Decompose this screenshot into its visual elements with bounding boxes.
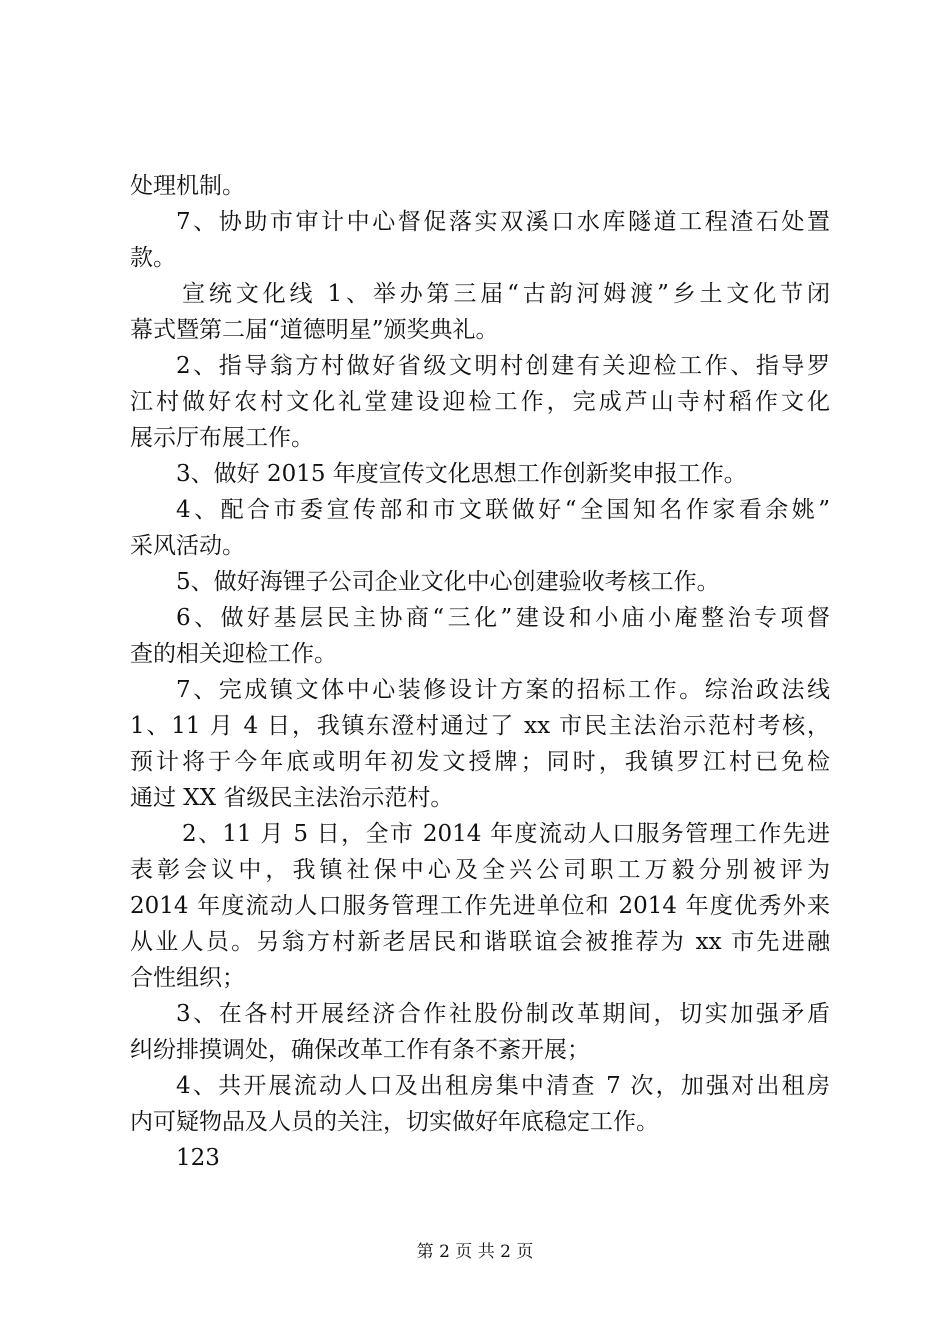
text-line: 2014 年度流动人口服务管理工作先进单位和 2014 年度优秀外来 [130,893,830,919]
text-line: 4、配合市委宣传部和市文联做好“全国知名作家看余姚” [176,497,830,523]
text-line: 预计将于今年底或明年初发文授牌；同时，我镇罗江村已免检 [130,749,830,775]
text-line: 合性组织； [130,965,245,991]
text-line: 内可疑物品及人员的关注，切实做好年底稳定工作。 [130,1109,659,1135]
text-line: 查的相关迎检工作。 [130,641,337,667]
text-line: 宣统文化线 1、举办第三届“古韵河姆渡”乡土文化节闭 [182,281,830,307]
text-line: 展示厅布展工作。 [130,425,314,451]
text-line: 纠纷排摸调处，确保改革工作有条不紊开展； [130,1037,590,1063]
text-line: 4、共开展流动人口及出租房集中清查 7 次，加强对出租房 [176,1073,830,1099]
text-line: 幕式暨第二届“道德明星”颁奖典礼。 [130,317,499,343]
text-line: 3、在各村开展经济合作社股份制改革期间，切实加强矛盾 [176,1001,830,1027]
text-line: 采风活动。 [130,533,245,559]
text-line: 1、11 月 4 日，我镇东澄村通过了 xx 市民主法治示范村考核， [130,713,830,739]
text-line: 2、指导翁方村做好省级文明村创建有关迎检工作、指导罗 [176,353,830,379]
text-line: 通过 XX 省级民主法治示范村。 [130,785,454,811]
text-line: 7、完成镇文体中心装修设计方案的招标工作。综治政法线 [176,677,830,703]
text-line: 江村做好农村文化礼堂建设迎检工作，完成芦山寺村稻作文化 [130,389,830,415]
text-line: 款。 [130,245,176,271]
text-line: 从业人员。另翁方村新老居民和谐联谊会被推荐为 xx 市先进融 [130,929,830,955]
text-line: 5、做好海锂子公司企业文化中心创建验收考核工作。 [176,569,720,595]
text-line: 6、做好基层民主协商“三化”建设和小庙小庵整治专项督 [176,605,830,631]
text-line: 3、做好 2015 年度宣传文化思想工作创新奖申报工作。 [176,461,747,487]
text-line: 处理机制。 [130,173,245,199]
text-line: 表彰会议中，我镇社保中心及全兴公司职工万毅分别被评为 [130,857,830,883]
document-body [130,168,830,1176]
text-line: 123 [176,1145,220,1171]
text-line: 7、协助市审计中心督促落实双溪口水库隧道工程渣石处置 [176,209,830,235]
text-line: 2、11 月 5 日，全市 2014 年度流动人口服务管理工作先进 [182,821,830,847]
page-footer: 第 2 页 共 2 页 [416,1242,534,1262]
